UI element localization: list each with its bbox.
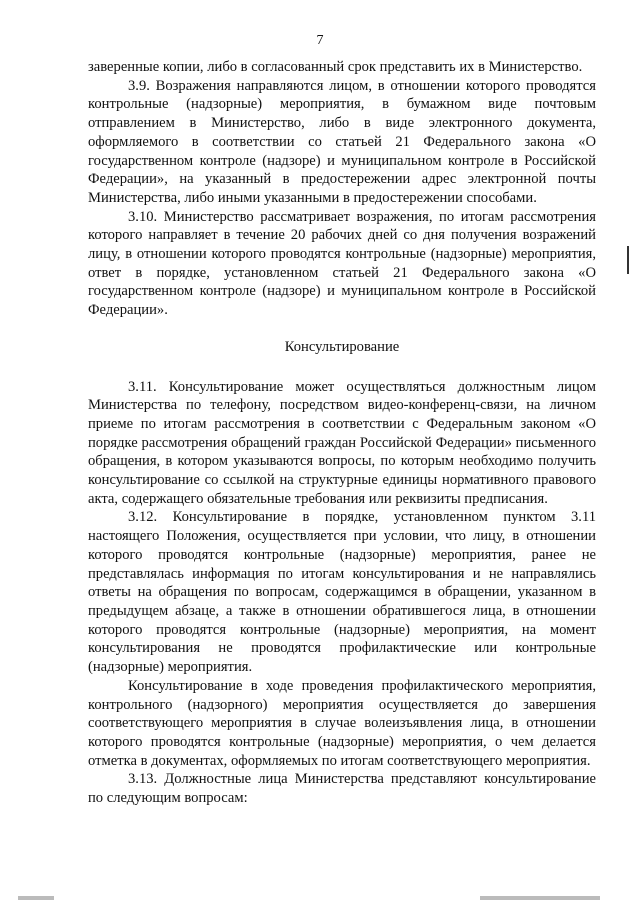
paragraph-3-10: 3.10. Министерство рассматривает возражения, по итогам рассмотрения которого направляет в течение 20 рабочих дней со дня получения возражений лицу, в отношении которого проводятся контрольные (надзорные) мероприятия, ответ в порядке, установленном статьей 21 Федерального закона «О государственном контроле (надзоре) и муниципальном контроле в Российской Федерации». — [88, 208, 596, 319]
margin-mark — [627, 246, 629, 274]
paragraph-3-9: 3.9. Возражения направляются лицом, в отношении которого проводятся контрольные (надзорные) мероприятия, в бумажном виде почтовым отправлением в Министерство, либо в виде электронного документа, оформляемого в соответствии со статьей 21 Федерального закона «О государственном контроле (надзоре) и муниципальном контроле в Российской Федерации», на указанный в предостережении адрес электронной почты Министерства, либо иными указанными в предостережении способами. — [88, 77, 596, 206]
section-heading: Консультирование — [284, 338, 400, 355]
document-body — [88, 58, 596, 808]
scan-artifact-right — [480, 896, 600, 900]
paragraph-continuation: заверенные копии, либо в согласованный срок представить их в Министерство. — [88, 59, 583, 75]
scan-artifact-left — [18, 896, 54, 900]
paragraph-3-12: 3.12. Консультирование в порядке, установленном пунктом 3.11 настоящего Положения, осуществляется при условии, что лицу, в отношении которого проводятся контрольные (надзорные) мероприятия, ранее не представлялась информация по итогам консультирования и не направлялись ответы на обращения по вопросам, содержащимся в обращении, указанном в предыдущем абзаце, а также в отношении обратившегося лица, в отношении которого проводятся контрольные (надзорные) мероприятия, на момент консультирования не проводятся профилактические или контрольные (надзорные) мероприятия. — [88, 509, 596, 676]
paragraph-3-11: 3.11. Консультирование может осуществляться должностным лицом Министерства по телефону, посредством видео-конференц-связи, на личном приеме по итогам рассмотрения в соответствии с Федеральным законом «О порядке рассмотрения обращений граждан Российской Федерации» письменного обращения, в котором указываются вопросы, по которым необходимо получить консультирование со ссылкой на структурные единицы нормативного правового акта, содержащего обязательные требования или реквизиты предписания. — [88, 378, 596, 507]
paragraph-3-13: 3.13. Должностные лица Министерства представляют консультирование по следующим вопросам: — [88, 771, 596, 807]
paragraph-3-12-continued: Консультирование в ходе проведения профилактического мероприятия, контрольного (надзорного) мероприятия осуществляется до завершения соответствующего мероприятия в случае волеизъявления лица, в отношении которого проводятся контрольные (надзорные) мероприятия, о чем делается отметка в документах, оформляемых по итогам соответствующего мероприятия. — [88, 677, 596, 769]
page-number: 7 — [316, 33, 324, 48]
